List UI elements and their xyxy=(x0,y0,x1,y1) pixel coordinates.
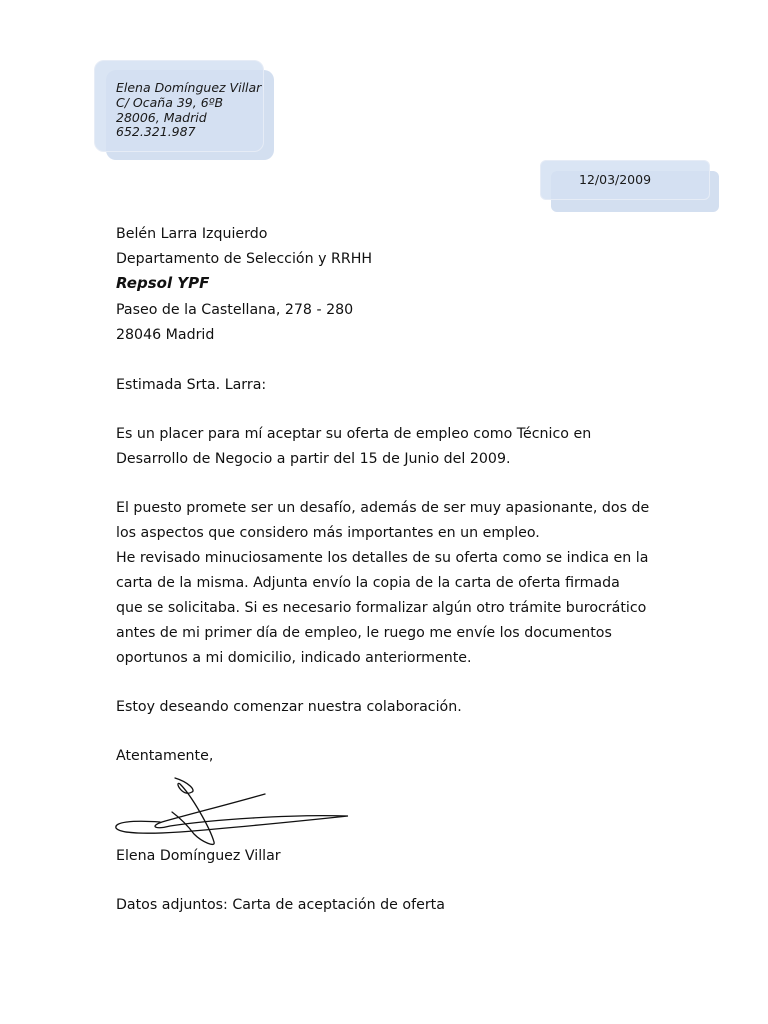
salutation: Estimada Srta. Larra: xyxy=(116,377,267,393)
paragraph-line: El puesto promete ser un desafío, además de ser muy apasionante, dos de xyxy=(116,500,650,516)
paragraph-line: He revisado minuciosamente los detalles de su oferta como se indica en la xyxy=(116,550,649,566)
recipient-department: Departamento de Selección y RRHH xyxy=(116,251,373,267)
recipient-street: Paseo de la Castellana, 278 - 280 xyxy=(116,302,354,318)
recipient-city: 28046 Madrid xyxy=(116,327,215,343)
sender-address-block xyxy=(116,81,261,140)
recipient-name: Belén Larra Izquierdo xyxy=(116,226,268,242)
recipient-company: Repsol YPF xyxy=(116,274,210,292)
signature-name: Elena Domínguez Villar xyxy=(116,848,281,864)
letter-date: 12/03/2009 xyxy=(579,172,652,187)
paragraph-line: que se solicitaba. Si es necesario formalizar algún otro trámite burocrático xyxy=(116,600,647,616)
paragraph-line: Desarrollo de Negocio a partir del 15 de Junio del 2009. xyxy=(116,451,511,467)
paragraph-line: carta de la misma. Adjunta envío la copia de la carta de oferta firmada xyxy=(116,575,620,591)
valediction: Atentamente, xyxy=(116,748,214,764)
paragraph-line: los aspectos que considero más importantes en un empleo. xyxy=(116,525,540,541)
paragraph-line: oportunos a mi domicilio, indicado anteriormente. xyxy=(116,650,472,666)
closing-line: Estoy deseando comenzar nuestra colaboración. xyxy=(116,699,462,715)
paragraph-line: Es un placer para mí aceptar su oferta de empleo como Técnico en xyxy=(116,426,592,442)
sender-street: C/ Ocaña 39, 6ºB xyxy=(116,94,224,110)
sender-phone: 652.321.987 xyxy=(116,124,196,140)
paragraph-line: antes de mi primer día de empleo, le ruego me envíe los documentos xyxy=(116,625,612,641)
attachments-note: Datos adjuntos: Carta de aceptación de oferta xyxy=(116,897,445,913)
handwritten-signature xyxy=(110,770,360,850)
sender-name: Elena Domínguez Villar xyxy=(116,80,262,95)
sender-city: 28006, Madrid xyxy=(116,109,207,125)
